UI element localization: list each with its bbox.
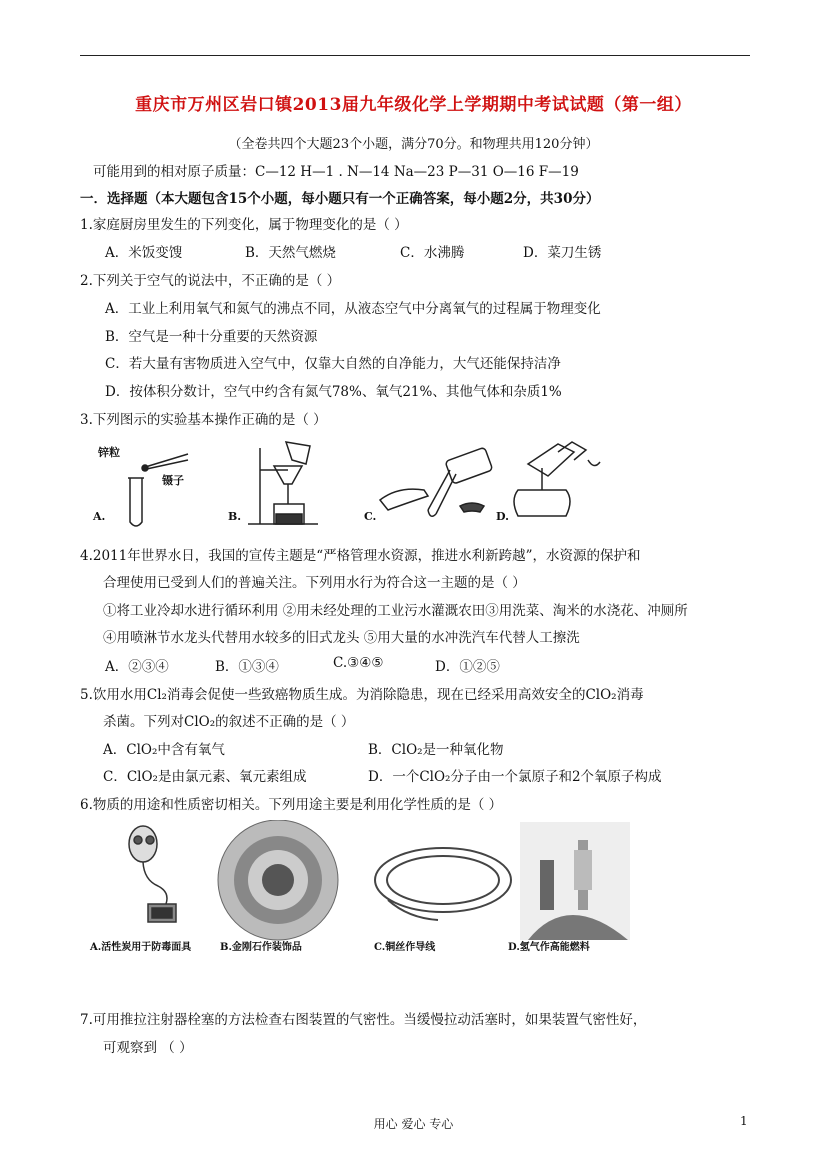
question-5-stem-line2: 杀菌。下列对ClO₂的叙述不正确的是（ ） xyxy=(103,714,355,730)
question-6-stem: 6.物质的用途和性质密切相关。下列用途主要是利用化学性质的是（ ） xyxy=(80,797,503,813)
question-3-stem: 3.下列图示的实验基本操作正确的是（ ） xyxy=(80,412,327,428)
label-zinc: 锌粒 xyxy=(98,446,120,459)
label-a: A. xyxy=(93,510,106,523)
q1-option-d: D．菜刀生锈 xyxy=(523,245,602,261)
q1-option-c: C．水沸腾 xyxy=(400,245,465,261)
q1-option-a: A．米饭变馊 xyxy=(105,245,183,261)
question-2-stem: 2.下列关于空气的说法中，不正确的是（ ） xyxy=(80,273,341,289)
q5-option-c: C．ClO₂是由氯元素、氧元素组成 xyxy=(103,769,307,785)
q1-option-b: B．天然气燃烧 xyxy=(245,245,336,261)
page-title: 重庆市万州区岩口镇2013届九年级化学上学期期中考试试题（第一组） xyxy=(135,95,692,115)
label-c: C. xyxy=(364,510,377,523)
q5-option-a: A．ClO₂中含有氧气 xyxy=(103,742,225,758)
page-number: 1 xyxy=(740,1114,748,1128)
diamond-image xyxy=(218,820,338,940)
q3-figure-strip xyxy=(88,440,638,530)
label-d: D. xyxy=(496,510,509,523)
caption-b: B.金刚石作装饰品 xyxy=(220,942,302,953)
gas-mask-image xyxy=(129,826,176,922)
test-tube-tweezers-drawing xyxy=(128,454,188,526)
pouring-drawing xyxy=(380,447,493,516)
atomic-mass-line: 可能用到的相对原子质量：C—12 H—1 . N—14 Na—23 P—31 O—16 F—19 xyxy=(93,164,579,180)
alcohol-lamp-drawing xyxy=(514,442,600,516)
q2-option-b: B．空气是一种十分重要的天然资源 xyxy=(105,329,318,345)
q4-option-a: A．②③④ xyxy=(105,659,169,675)
caption-c: C.铜丝作导线 xyxy=(374,942,436,953)
q4-statements-1: ①将工业冷却水进行循环利用 ②用未经处理的工业污水灌溉农田③用洗菜、淘米的水浇花、冲厕所 xyxy=(103,603,688,619)
q6-figure-strip xyxy=(88,820,640,960)
q4-statements-2: ④用喷淋节水龙头代替用水较多的旧式龙头 ⑤用大量的水冲洗汽车代替人工擦洗 xyxy=(103,630,580,646)
question-4-stem-line2: 合理使用已受到人们的普遍关注。下列用水行为符合这一主题的是（ ） xyxy=(103,575,526,591)
q5-option-b: B．ClO₂是一种氧化物 xyxy=(368,742,504,758)
filtration-drawing xyxy=(248,442,318,524)
top-rule xyxy=(80,55,750,56)
question-7-stem-line1: 7.可用推拉注射器栓塞的方法检查右图装置的气密性。当缓慢拉动活塞时，如果装置气密性好， xyxy=(80,1012,647,1028)
label-b: B. xyxy=(228,510,242,523)
question-5-stem-line1: 5.饮用水用Cl₂消毒会促使一些致癌物质生成。为消除隐患，现在已经采用高效安全的ClO₂消毒 xyxy=(80,687,644,703)
question-1-stem: 1.家庭厨房里发生的下列变化，属于物理变化的是（ ） xyxy=(80,217,408,233)
rocket-launch-image xyxy=(520,822,630,940)
q2-option-d: D．按体积分数计，空气中约含有氮气78%、氧气21%、其他气体和杂质1% xyxy=(105,384,562,400)
q5-option-d: D．一个ClO₂分子由一个氯原子和2个氧原子构成 xyxy=(368,769,662,785)
section-heading: 一．选择题（本大题包含15个小题，每小题只有一个正确答案，每小题2分，共30分） xyxy=(80,191,600,207)
page-footer: 用心 爱心 专心 xyxy=(373,1117,454,1131)
exam-info: （全卷共四个大题23个小题，满分70分。和物理共用120分钟） xyxy=(228,137,599,152)
copper-wire-image xyxy=(375,848,511,920)
q4-option-b: B．①③④ xyxy=(215,659,279,675)
q4-option-c: C.③④⑤ xyxy=(333,655,384,671)
q2-option-c: C．若大量有害物质进入空气中，仅靠大自然的自净能力，大气还能保持洁净 xyxy=(105,356,561,372)
q4-option-d: D．①②⑤ xyxy=(435,659,500,675)
question-7-stem-line2: 可观察到 （ ） xyxy=(103,1040,193,1056)
question-4-stem-line1: 4.2011年世界水日，我国的宣传主题是“严格管理水资源，推进水利新跨越”，水资源的保护和 xyxy=(80,548,641,564)
label-tweezers: 镊子 xyxy=(162,474,184,487)
caption-d: D.氢气作高能燃料 xyxy=(508,942,590,953)
caption-a: A.活性炭用于防毒面具 xyxy=(90,942,192,953)
q2-option-a: A．工业上利用氧气和氮气的沸点不同，从液态空气中分离氧气的过程属于物理变化 xyxy=(105,301,601,317)
